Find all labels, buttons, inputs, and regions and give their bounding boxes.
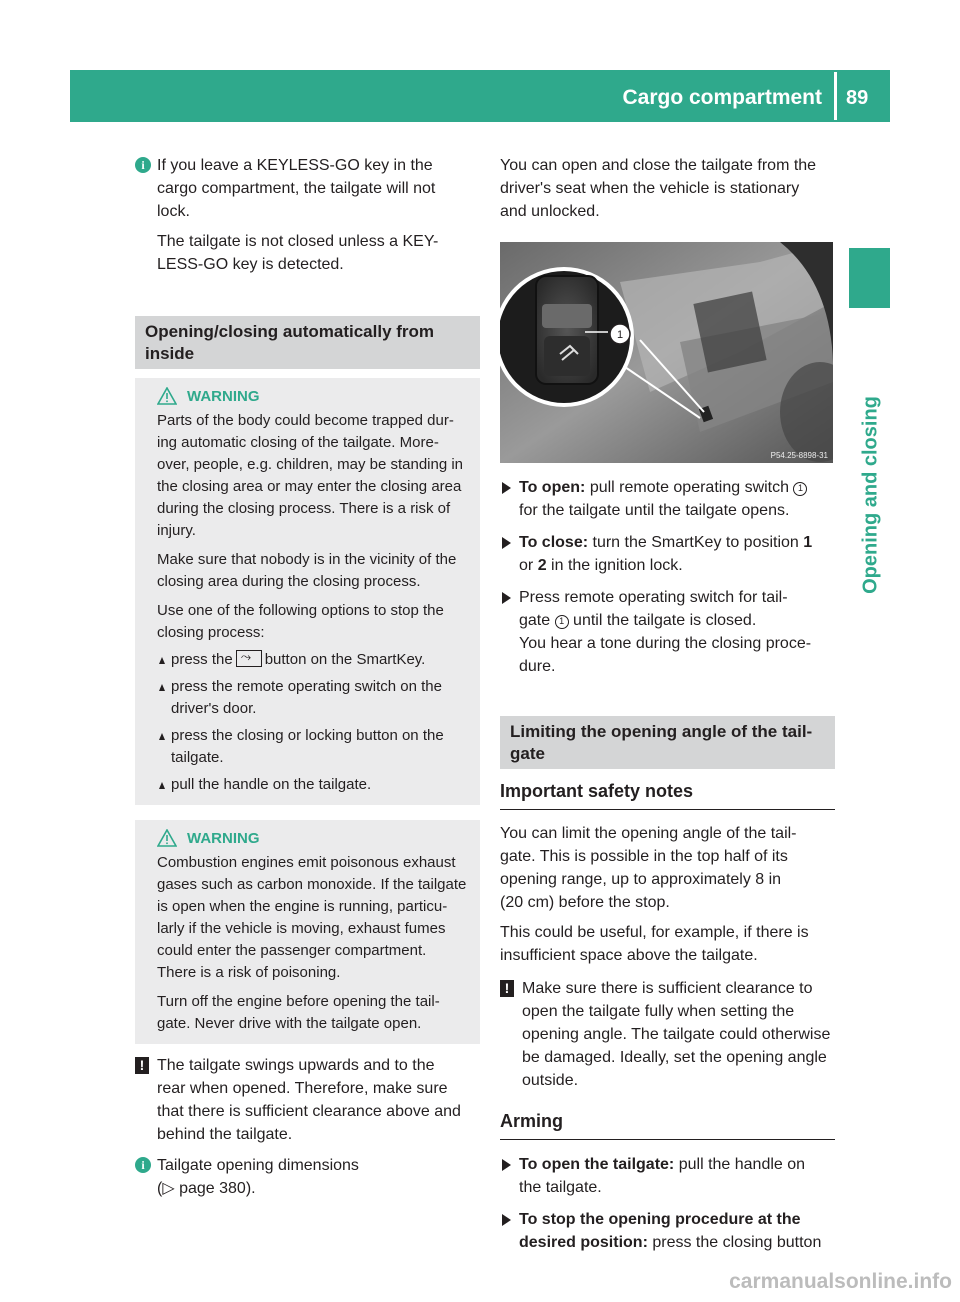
step-press-switch: Press remote operating switch for tail- gate 1 until the tailgate is closed. You hear a tone during the closing proce- dure. [500, 586, 835, 678]
step-to-open: To open: pull remote operating switch 1 for the tailgate until the tailgate opens. [500, 476, 835, 522]
callout-label: 1 [616, 329, 624, 341]
safety-paragraph: You can limit the opening angle of the tail- gate. This is possible in the top half of its opening range, up to approximately 8 in (20 cm) before the stop. [500, 825, 797, 911]
list-item: press the closing or locking button on the tailgate. [157, 725, 472, 769]
photo-code: P54.25-8898-31 [770, 451, 828, 460]
info-note-keyless: i If you leave a KEYLESS-GO key in the cargo compartment, the tailgate will not lock. The tailgate is not closed unless a KEY- LESS-GO key is detected. [135, 154, 480, 276]
header-divider [834, 72, 837, 120]
warning-box-exhaust: WARNING Combustion engines emit poisonous exhaust gases such as carbon monoxide. If the tailgate is open when the engine is running, particu- larly if the vehicle is moving, exhaust fumes could enter the passenger compartment. There is a risk of poisoning. Turn off the engine before opening the tail- gate. Never drive with the tailgate open. [135, 820, 480, 1044]
left-column [135, 154, 480, 1200]
page-reference-link[interactable]: (▷ page 380). [157, 1180, 256, 1197]
side-tab-marker [849, 248, 890, 308]
step-to-close: To close: turn the SmartKey to position 1 or 2 in the ignition lock. [500, 531, 835, 577]
watermark: carmanualsonline.info [729, 1270, 952, 1293]
warning-title: WARNING [157, 828, 472, 850]
subheading-arming: Arming [500, 1109, 835, 1140]
tailgate-key-icon [236, 650, 262, 667]
step-arm-stop: To stop the opening procedure at the desired position: press the closing button [500, 1208, 835, 1254]
page-number: 89 [846, 87, 869, 109]
warning-title: WARNING [157, 386, 472, 408]
list-item: press the remote operating switch on the driver's door. [157, 676, 472, 720]
caution-note-swing: ! The tailgate swings upwards and to the rear when opened. Therefore, make sure that there is sufficient clearance above and behind the tailgate. [135, 1054, 480, 1146]
side-tab-label: Opening and closing [859, 396, 882, 594]
step-arrow-icon [502, 1214, 511, 1226]
callout-1-icon: 1 [793, 482, 807, 496]
warning-triangle-icon [157, 829, 177, 847]
caution-note-clearance: ! Make sure there is sufficient clearance to open the tailgate fully when setting the opening angle. The tailgate could otherwise be damaged. Ideally, set the opening angle outside. [500, 977, 835, 1092]
warning-box-trapping: WARNING Parts of the body could become trapped dur- ing automatic closing of the tailgate. More- over, people, e.g. children, may be standing in the closing area or may enter the closing area during the closing process. There is a risk of injury. Make sure that nobody is in the vicinity of the closing area during the closing process. Use one of the following options to stop the closing process: press the⤳ button on the SmartKey. press the remote operating switch on the driver's door. press the closing or locking button on the tailgate. pull the handle on the tailgate. [135, 378, 480, 805]
section-heading-limit-angle: Limiting the opening angle of the tail- gate [500, 716, 835, 769]
step-arrow-icon [502, 482, 511, 494]
right-column: You can open and close the tailgate from the driver's seat when the vehicle is stationary and unlocked. 1 P54.25-8898-31 To open: pull remote operating switch 1 for the tailgate until the tailgate opens. To close: turn the SmartKey to position 1 or 2 in the ignition lock. Press remote operating switch for tail- gate 1 until the tailgate is closed. You hear a tone during the closing proce- dure. Limiting the opening angle of the tail- gate Important safety notes You can limit the opening angle of the tail- gate. This is possible in the top half of its opening range, up to approximately 8 in (20 cm) before the stop. This could be useful, for example, if there is insufficient space above the tailgate. ! Make sure there is sufficient clearance to open the tailgate fully when setting the opening angle. The tailgate could otherwise be damaged. Ideally, set the opening angle outside. Arming To open the tailgate: pull the handle on the tailgate. To stop the opening procedure at the desired position: press the closing button [500, 154, 835, 1254]
step-arm-open: To open the tailgate: pull the handle on the tailgate. [500, 1153, 835, 1199]
info-note-dimensions: i Tailgate opening dimensions (▷ page 380). [135, 1154, 480, 1200]
section-title: Cargo compartment [622, 86, 822, 109]
info-icon: i [135, 157, 151, 173]
list-item: press the⤳ button on the SmartKey. [157, 649, 472, 671]
step-arrow-icon [502, 537, 511, 549]
info-icon: i [135, 1157, 151, 1173]
side-tab [856, 396, 886, 594]
caution-icon: ! [135, 1057, 149, 1074]
step-arrow-icon [502, 592, 511, 604]
tailgate-switch-photo [500, 242, 833, 463]
callout-1-icon: 1 [555, 615, 569, 629]
step-arrow-icon [502, 1159, 511, 1171]
caution-icon: ! [500, 980, 514, 997]
section-heading-auto-open: Opening/closing automatically from inside [135, 316, 480, 369]
warning-triangle-icon [157, 387, 177, 405]
list-item: pull the handle on the tailgate. [157, 774, 472, 796]
door-panel-illustration [500, 242, 833, 463]
subheading-safety: Important safety notes [500, 779, 835, 810]
